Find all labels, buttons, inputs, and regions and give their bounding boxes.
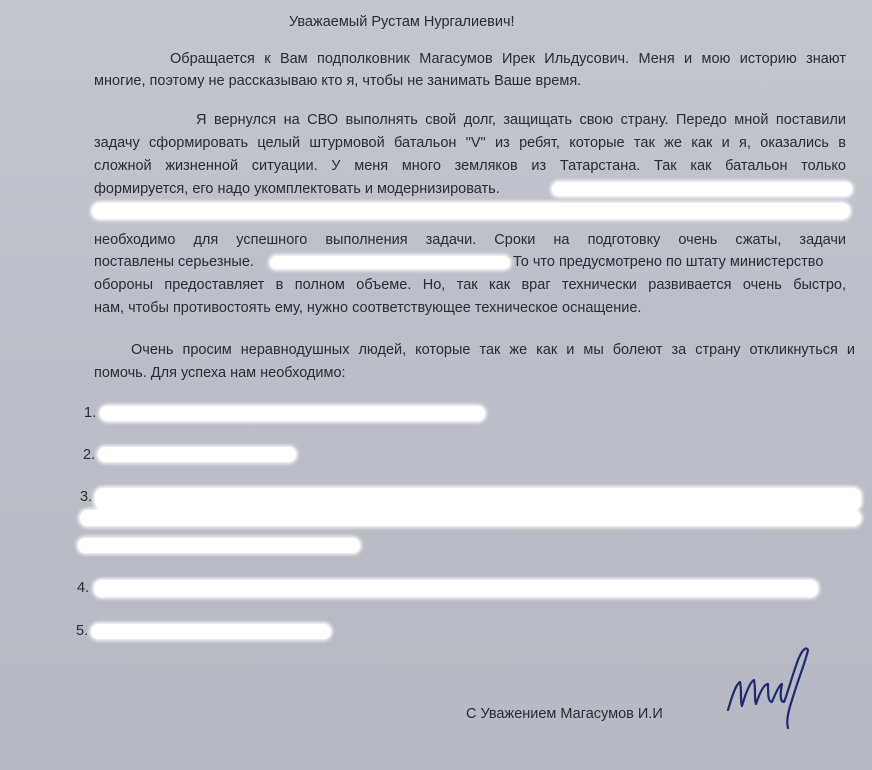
list-number: 3.: [80, 489, 93, 505]
paragraph-2-line-6b: То что предусмотрено по штату министерство: [513, 254, 824, 270]
paragraph-2-line-2: задачу сформировать целый штурмовой батальон "V" из ребят, которые так же как и я, оказались в: [94, 135, 846, 151]
signature: [722, 640, 818, 732]
salutation: Уважаемый Рустам Нургалиевич!: [289, 14, 515, 30]
paragraph-3-line-2: помочь. Для успеха нам необходимо:: [94, 365, 346, 381]
redaction-mark: [98, 447, 296, 462]
redaction-mark: [80, 510, 861, 526]
redaction-mark: [552, 182, 852, 196]
paragraph-2-line-6a: поставлены серьезные.: [94, 254, 254, 270]
redaction-mark: [95, 488, 861, 510]
list-number: 4.: [77, 580, 90, 596]
closing: С Уважением Магасумов И.И: [466, 706, 663, 722]
list-number: 5.: [76, 623, 89, 639]
redaction-mark: [92, 203, 850, 219]
paragraph-2-line-5: необходимо для успешного выполнения задачи. Сроки на подготовку очень сжаты, задачи: [94, 232, 846, 248]
paragraph-2-line-7: обороны предоставляет в полном объеме. Но, так как враг технически развивается очень быстро,: [94, 277, 846, 293]
paragraph-3-line-1: Очень просим неравнодушных людей, которые так же как и мы болеют за страну откликнуться и: [131, 342, 855, 358]
redaction-mark: [78, 538, 360, 553]
paragraph-2-line-8: нам, чтобы противостоять ему, нужно соответствующее техническое оснащение.: [94, 300, 642, 316]
redaction-mark: [94, 580, 818, 597]
paragraph-1-line-2: многие, поэтому не рассказываю кто я, чтобы не занимать Ваше время.: [94, 73, 582, 89]
paragraph-2-line-3: сложной жизненной ситуации. У меня много земляков из Татарстана. Так как батальон только: [94, 158, 846, 174]
redaction-mark: [91, 624, 331, 639]
paragraph-1-line-1: Обращается к Вам подполковник Магасумов Ирек Ильдусович. Меня и мою историю знают: [170, 51, 846, 67]
list-number: 2.: [83, 447, 96, 463]
paragraph-2-line-1: Я вернулся на СВО выполнять свой долг, защищать свою страну. Передо мной поставили: [196, 112, 846, 128]
redaction-mark: [270, 256, 510, 269]
list-number: 1.: [84, 405, 97, 421]
paragraph-2-line-4: формируется, его надо укомплектовать и модернизировать.: [94, 181, 500, 197]
redaction-mark: [100, 406, 485, 421]
